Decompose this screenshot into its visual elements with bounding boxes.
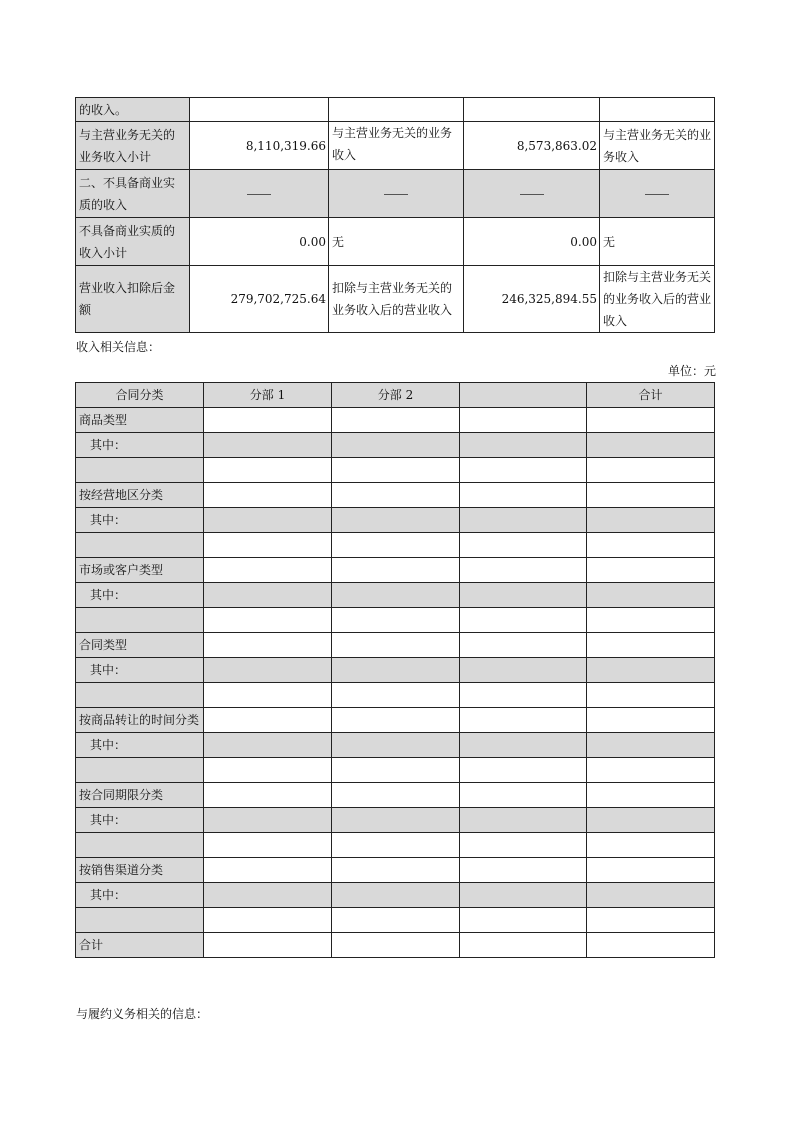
cell [460, 458, 587, 483]
dash-mark [645, 194, 669, 195]
cell [204, 533, 332, 558]
table-row [76, 583, 715, 608]
row-label: 合同类型 [76, 633, 204, 658]
cell [460, 933, 587, 958]
cell [460, 683, 587, 708]
prior-amount: 0.00 [464, 218, 600, 266]
table-row [76, 170, 715, 218]
cell [332, 533, 460, 558]
table-row [76, 908, 715, 933]
cell [460, 833, 587, 858]
cell [587, 858, 715, 883]
table-row [76, 408, 715, 433]
cell [587, 758, 715, 783]
cell [587, 658, 715, 683]
cell [332, 633, 460, 658]
table-row [76, 833, 715, 858]
cell [460, 883, 587, 908]
table-row [76, 658, 715, 683]
cell [460, 558, 587, 583]
cell [332, 583, 460, 608]
cell [204, 883, 332, 908]
table-row [76, 122, 715, 170]
cell [204, 458, 332, 483]
cell [204, 508, 332, 533]
cell [204, 783, 332, 808]
cell [332, 708, 460, 733]
cell [587, 733, 715, 758]
revenue-info-label: 收入相关信息： [76, 340, 161, 354]
prior-amount: 8,573,863.02 [464, 122, 600, 170]
cell [460, 433, 587, 458]
row-label: 按销售渠道分类 [76, 858, 204, 883]
dash-mark [520, 194, 544, 195]
cell [204, 483, 332, 508]
cell [332, 408, 460, 433]
cell [204, 658, 332, 683]
row-label [76, 833, 204, 858]
cell [204, 933, 332, 958]
table-row [76, 683, 715, 708]
cell [332, 833, 460, 858]
table-row [76, 508, 715, 533]
table-row [76, 266, 715, 333]
cell [460, 783, 587, 808]
row-label: 其中： [76, 733, 204, 758]
dash-cell [600, 170, 715, 218]
cell [587, 558, 715, 583]
header-cell: 分部 2 [332, 383, 460, 408]
current-amount: 0.00 [190, 218, 329, 266]
cell [332, 433, 460, 458]
cell [587, 408, 715, 433]
cell [587, 883, 715, 908]
header-cell [460, 383, 587, 408]
row-label: 的收入。 [76, 98, 190, 122]
cell [332, 883, 460, 908]
table-row [76, 858, 715, 883]
row-label [76, 683, 204, 708]
table-row [76, 608, 715, 633]
table-row [76, 708, 715, 733]
current-amount: 279,702,725.64 [190, 266, 329, 333]
dash-mark [384, 194, 408, 195]
cell [332, 658, 460, 683]
dash-cell [329, 170, 464, 218]
cell [204, 858, 332, 883]
header-cell: 合同分类 [76, 383, 204, 408]
prior-note: 扣除与主营业务无关的业务收入后的营业收入 [600, 266, 715, 333]
table-row [76, 733, 715, 758]
row-label: 其中： [76, 808, 204, 833]
cell [600, 98, 715, 122]
cell [204, 558, 332, 583]
row-label [76, 533, 204, 558]
cell [332, 483, 460, 508]
cell [329, 98, 464, 122]
cell [332, 758, 460, 783]
cell [204, 833, 332, 858]
cell [587, 833, 715, 858]
cell [204, 758, 332, 783]
row-label: 按合同期限分类 [76, 783, 204, 808]
table-row [76, 533, 715, 558]
cell [204, 608, 332, 633]
current-note: 与主营业务无关的业务收入 [329, 122, 464, 170]
table-row [76, 808, 715, 833]
cell [460, 708, 587, 733]
row-label: 其中： [76, 433, 204, 458]
table-row [76, 783, 715, 808]
cell [587, 583, 715, 608]
dash-mark [247, 194, 271, 195]
cell [587, 483, 715, 508]
cell [332, 783, 460, 808]
cell [460, 608, 587, 633]
unit-label: 单位：元 [668, 364, 717, 378]
cell [190, 98, 329, 122]
row-label: 市场或客户类型 [76, 558, 204, 583]
performance-info-label: 与履约义务相关的信息： [76, 1007, 209, 1021]
cell [587, 933, 715, 958]
row-label: 营业收入扣除后金额 [76, 266, 190, 333]
table-row [76, 483, 715, 508]
row-label [76, 758, 204, 783]
cell [204, 433, 332, 458]
table-row [76, 558, 715, 583]
dash-cell [190, 170, 329, 218]
table-row [76, 758, 715, 783]
cell [332, 933, 460, 958]
cell [460, 658, 587, 683]
current-note: 无 [329, 218, 464, 266]
cell [460, 733, 587, 758]
cell [204, 808, 332, 833]
prior-note: 无 [600, 218, 715, 266]
cell [204, 708, 332, 733]
cell [204, 583, 332, 608]
dash-cell [464, 170, 600, 218]
cell [460, 583, 587, 608]
prior-note: 与主营业务无关的业务收入 [600, 122, 715, 170]
header-row [76, 383, 715, 408]
table-row [76, 933, 715, 958]
cell [460, 908, 587, 933]
cell [332, 508, 460, 533]
cell [332, 608, 460, 633]
cell [332, 733, 460, 758]
cell [332, 858, 460, 883]
cell [204, 908, 332, 933]
cell [460, 533, 587, 558]
cell [587, 633, 715, 658]
cell [460, 858, 587, 883]
cell [587, 608, 715, 633]
cell [332, 683, 460, 708]
row-label: 其中： [76, 508, 204, 533]
header-cell: 合计 [587, 383, 715, 408]
row-label: 其中： [76, 583, 204, 608]
cell [587, 533, 715, 558]
row-label [76, 458, 204, 483]
row-label: 按经营地区分类 [76, 483, 204, 508]
cell [204, 408, 332, 433]
revenue-deduction-table [75, 97, 715, 333]
current-amount: 8,110,319.66 [190, 122, 329, 170]
row-label: 商品类型 [76, 408, 204, 433]
row-label: 与主营业务无关的业务收入小计 [76, 122, 190, 170]
cell [587, 508, 715, 533]
row-label: 二、不具备商业实质的收入 [76, 170, 190, 218]
cell [204, 733, 332, 758]
cell [332, 808, 460, 833]
cell [464, 98, 600, 122]
cell [460, 633, 587, 658]
row-label: 不具备商业实质的收入小计 [76, 218, 190, 266]
cell [332, 908, 460, 933]
cell [587, 908, 715, 933]
cell [460, 408, 587, 433]
cell [587, 458, 715, 483]
cell [332, 558, 460, 583]
row-label: 其中： [76, 883, 204, 908]
prior-amount: 246,325,894.55 [464, 266, 600, 333]
row-label: 其中： [76, 658, 204, 683]
row-label [76, 908, 204, 933]
cell [460, 483, 587, 508]
cell [460, 808, 587, 833]
cell [204, 683, 332, 708]
table-row [76, 883, 715, 908]
cell [587, 708, 715, 733]
row-label: 按商品转让的时间分类 [76, 708, 204, 733]
table-row [76, 458, 715, 483]
cell [460, 758, 587, 783]
row-label [76, 608, 204, 633]
contract-classification-table [75, 382, 715, 958]
row-label: 合计 [76, 933, 204, 958]
cell [332, 458, 460, 483]
table-row [76, 98, 715, 122]
cell [587, 783, 715, 808]
table-row [76, 218, 715, 266]
header-cell: 分部 1 [204, 383, 332, 408]
cell [204, 633, 332, 658]
cell [587, 433, 715, 458]
current-note: 扣除与主营业务无关的业务收入后的营业收入 [329, 266, 464, 333]
cell [587, 683, 715, 708]
table-row [76, 633, 715, 658]
table-row [76, 433, 715, 458]
cell [587, 808, 715, 833]
cell [460, 508, 587, 533]
